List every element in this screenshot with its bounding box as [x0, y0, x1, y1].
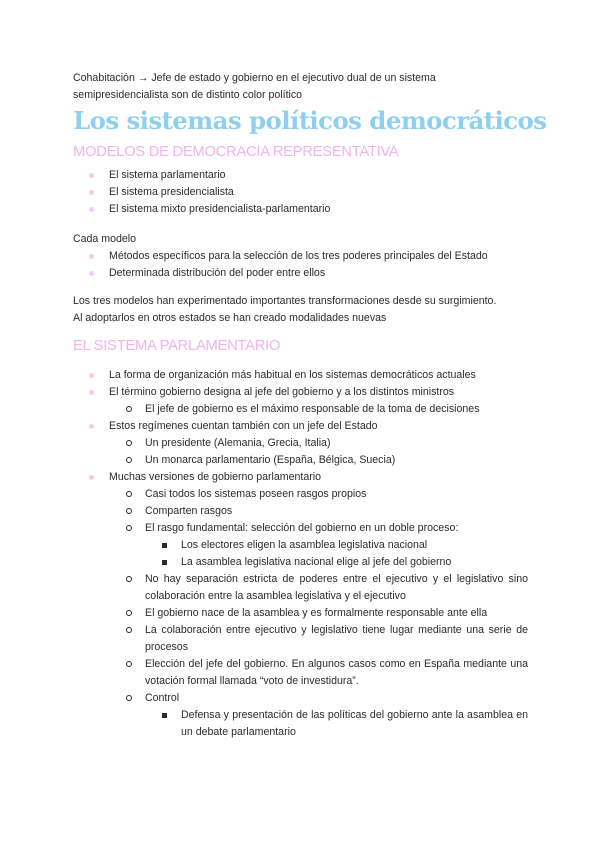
sub-list-item: Un monarca parlamentario (España, Bélgica, Suecia) [109, 452, 528, 469]
list-item [73, 469, 528, 741]
list-item: El sistema presidencialista [73, 184, 528, 201]
item-text: Muchas versiones de gobierno parlamentario [109, 471, 321, 483]
sub-list-item [109, 690, 528, 741]
list-item [73, 384, 528, 418]
transformaciones-paragraph [73, 293, 528, 327]
item-text: Control [145, 692, 180, 704]
list-item [73, 367, 528, 384]
intro-text [73, 70, 528, 104]
section-heading-parlamentario: EL SISTEMA PARLAMENTARIO [73, 338, 281, 354]
item-text: El término gobierno designa al jefe del gobierno y a los distintos ministros [109, 386, 455, 398]
item-text: Estos regímenes cuentan también con un jefe del Estado [109, 420, 378, 432]
sub-list [109, 401, 528, 418]
modelos-list [73, 167, 528, 218]
item-text: El rasgo fundamental: selección del gobierno en un doble proceso: [145, 522, 459, 534]
list-item: Métodos específicos para la selección de los tres poderes principales del Estado [73, 248, 528, 265]
sub-sub-list [145, 707, 528, 741]
sub-list-item: El gobierno nace de la asamblea y es formalmente responsable ante ella [109, 605, 528, 622]
page-title: Los sistemas políticos democráticos [73, 106, 547, 135]
sub-list-item: El jefe de gobierno es el máximo responsable de la toma de decisiones [109, 401, 528, 418]
sub-list-item [109, 520, 528, 571]
sub-list-item: Casi todos los sistemas poseen rasgos propios [109, 486, 528, 503]
list-item: El sistema mixto presidencialista-parlamentario [73, 201, 528, 218]
sub-list-item: Comparten rasgos [109, 503, 528, 520]
cada-modelo-list [73, 248, 528, 282]
item-text: La forma de organización más habitual en los sistemas democráticos actuales [109, 369, 476, 381]
list-item: Determinada distribución del poder entre ellos [73, 265, 528, 282]
sub-sub-list-item: La asamblea legislativa nacional elige al jefe del gobierno [145, 554, 528, 571]
sub-sub-list [145, 537, 528, 571]
sub-list-item: No hay separación estricta de poderes entre el ejecutivo y el legislativo sino colaboración entre la asamblea legislativa y el ejecutivo [109, 571, 528, 605]
cada-modelo-label: Cada modelo [73, 233, 137, 245]
list-item [73, 418, 528, 469]
intro-line-2: semipresidencialista son de distinto color político [73, 89, 303, 101]
section-heading-modelos: MODELOS DE DEMOCRACIA REPRESENTATIVA [73, 144, 399, 160]
sub-list-item: Un presidente (Alemania, Grecia, Italia) [109, 435, 528, 452]
sub-list-item: La colaboración entre ejecutivo y legislativo tiene lugar mediante una serie de procesos [109, 622, 528, 656]
list-item: El sistema parlamentario [73, 167, 528, 184]
sub-list [109, 435, 528, 469]
intro-line-1: Cohabitación → Jefe de estado y gobierno en el ejecutivo dual de un sistema [73, 72, 436, 84]
sub-list [109, 486, 528, 741]
sub-list-item: Elección del jefe del gobierno. En algunos casos como en España mediante una votación formal llamada “voto de investidura”. [109, 656, 528, 690]
paragraph-line-2: Al adoptarlos en otros estados se han creado modalidades nuevas [73, 312, 387, 324]
paragraph-line-1: Los tres modelos han experimentado importantes transformaciones desde su surgimiento. [73, 295, 497, 307]
parlamentario-list [73, 367, 528, 741]
sub-sub-list-item: Los electores eligen la asamblea legislativa nacional [145, 537, 528, 554]
sub-sub-list-item: Defensa y presentación de las políticas del gobierno ante la asamblea en un debate parlamentario [145, 707, 528, 741]
